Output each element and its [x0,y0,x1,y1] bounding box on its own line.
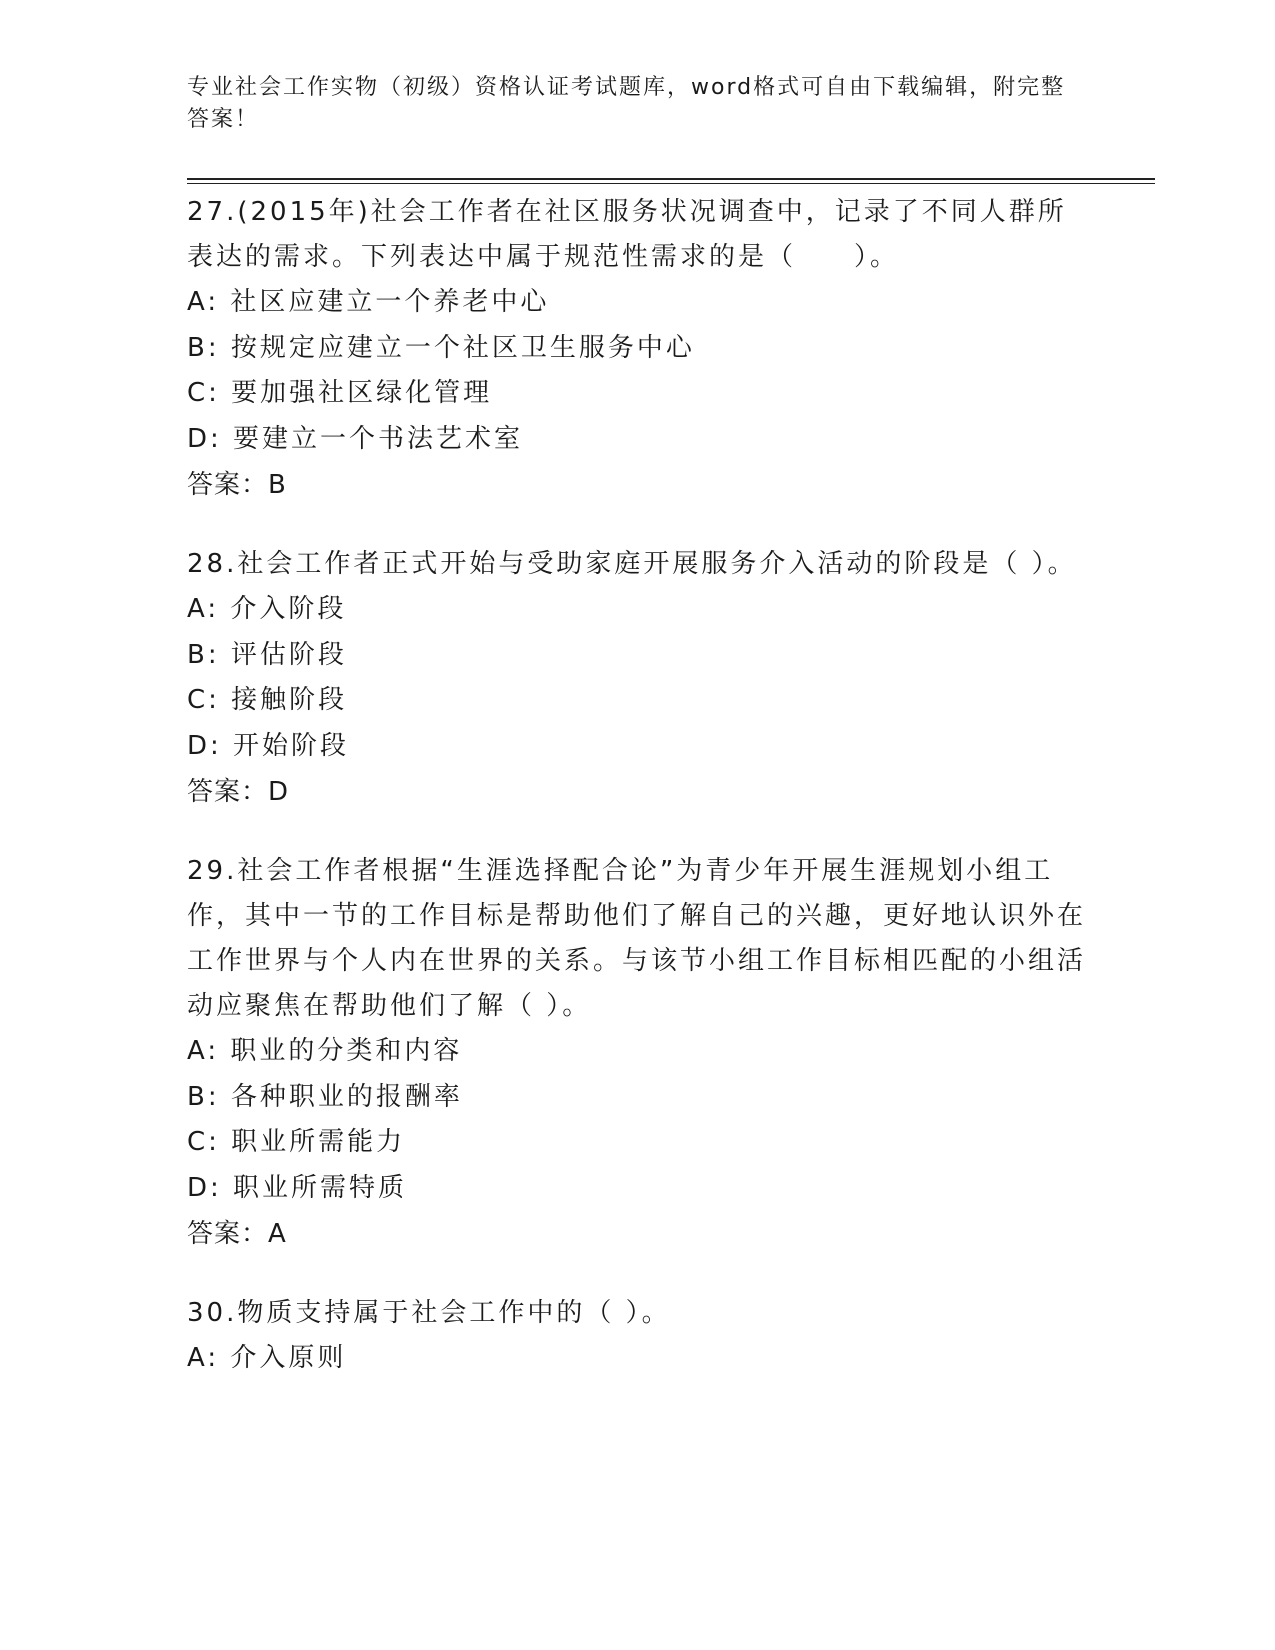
option-d: D: 开始阶段 [187,730,350,761]
option-d: D: 要建立一个书法艺术室 [187,423,524,454]
option-c: C: 要加强社区绿化管理 [187,378,493,408]
answer: 答案：D [187,777,290,807]
answer: 答案：A [187,1219,287,1249]
option-b: B: 按规定应建立一个社区卫生服务中心 [187,332,695,363]
question-stem: 30.物质支持属于社会工作中的（ ）。 [187,1298,671,1328]
question-28 [187,542,1087,815]
question-stem: 29.社会工作者根据“生涯选择配合论”为青少年开展生涯规划小组工作，其中一节的工作目标是帮助他们了解自己的兴趣，更好地认识外在工作世界与个人内在世界的关系。与该节小组工作目标相匹配的小组活动应聚焦在帮助他们了解（ ）。 [187,856,1087,1021]
option-c: C: 职业所需能力 [187,1127,406,1157]
header-rule-thin [187,183,1155,184]
option-a: A: 职业的分类和内容 [187,1036,463,1066]
page-header: 专业社会工作实物（初级）资格认证考试题库，word格式可自由下载编辑，附完整答案！ [187,75,1066,132]
question-stem: 27.(2015年)社会工作者在社区服务状况调查中，记录了不同人群所表达的需求。下列表达中属于规范性需求的是（ ）。 [187,197,1067,272]
option-a: A: 社区应建立一个养老中心 [187,287,550,317]
question-list [187,190,1087,1416]
question-30 [187,1291,1087,1382]
question-29 [187,849,1087,1257]
question-27 [187,190,1087,508]
option-b: B: 评估阶段 [187,639,347,670]
option-b: B: 各种职业的报酬率 [187,1081,463,1112]
answer: 答案：B [187,470,287,500]
option-c: C: 接触阶段 [187,685,348,715]
option-d: D: 职业所需特质 [187,1172,408,1203]
question-stem: 28.社会工作者正式开始与受助家庭开展服务介入活动的阶段是（ ）。 [187,549,1077,579]
option-a: A: 介入原则 [187,1343,347,1373]
header-rule-thick [187,178,1155,180]
option-a: A: 介入阶段 [187,594,347,624]
